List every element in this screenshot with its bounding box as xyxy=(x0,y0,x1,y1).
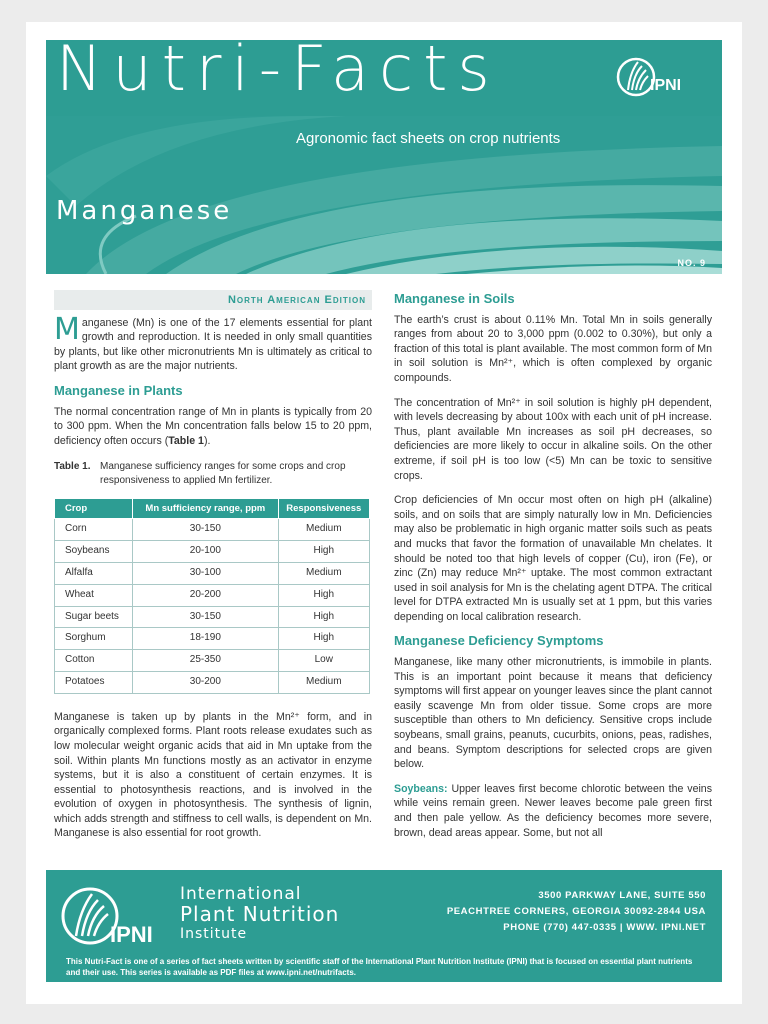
fact-sheet-page xyxy=(26,22,742,1004)
page-title: Nutri-Facts xyxy=(56,32,500,105)
plants-text-b: ). xyxy=(203,434,211,447)
col-header: Mn sufficiency range, ppm xyxy=(133,499,278,519)
table-row xyxy=(55,606,370,628)
soils-heading: Manganese in Soils xyxy=(394,291,515,306)
table-ref: Table 1 xyxy=(168,434,204,447)
institute-name-line1: International xyxy=(180,884,302,904)
table-row xyxy=(55,671,370,693)
address-line: PEACHTREE CORNERS, GEORGIA 30092-2844 USA xyxy=(446,906,706,917)
header-band xyxy=(46,116,722,274)
soils-paragraph-2: The concentration of Mn²⁺ in soil solution is highly pH dependent, with levels decreasing by about 100x with each unit of pH increase. Thus, plant available Mn increases as soil pH decreases, so deficiencies are more likely to occur in alkaline soils. On the other extreme, if soil pH is too low (<5) Mn can be toxic to sensitive crops. xyxy=(394,396,712,482)
range-cell: 30-150 xyxy=(133,519,278,541)
element-name: Manganese xyxy=(56,196,233,226)
responsiveness-cell: High xyxy=(278,541,369,563)
header-subtitle: Agronomic fact sheets on crop nutrients xyxy=(296,130,561,147)
drop-cap: M xyxy=(54,311,80,347)
table-header-row xyxy=(55,499,370,519)
address-block xyxy=(447,888,706,936)
contact-line[interactable]: PHONE (770) 447-0335 | WWW. IPNI.NET xyxy=(503,922,706,933)
institute-name-line3: Institute xyxy=(180,926,248,942)
footer-logo-text: IPNI xyxy=(110,922,153,947)
table-row xyxy=(55,628,370,650)
crop-cell: Soybeans xyxy=(55,541,133,563)
responsiveness-cell: High xyxy=(278,606,369,628)
left-column xyxy=(54,290,372,851)
intro-paragraph xyxy=(54,311,372,374)
range-cell: 18-190 xyxy=(133,628,278,650)
responsiveness-cell: Low xyxy=(278,650,369,672)
soybeans-label: Soybeans: xyxy=(394,782,448,795)
soils-paragraph-1: The earth’s crust is about 0.11% Mn. Total Mn in soils generally ranges from about 20 to 3,000 ppm (0.002 to 0.30%), but only a fraction of this total is plant available. The most common form of Mn in soil solution is Mn²⁺, which is often complexed by organic compounds. xyxy=(394,313,712,384)
crop-cell: Wheat xyxy=(55,584,133,606)
range-cell: 30-200 xyxy=(133,671,278,693)
table-row xyxy=(55,650,370,672)
crop-cell: Cotton xyxy=(55,650,133,672)
responsiveness-cell: High xyxy=(278,584,369,606)
table-label: Table 1. xyxy=(54,461,91,473)
logo-text: IPNI xyxy=(650,77,682,94)
range-cell: 30-150 xyxy=(133,606,278,628)
intro-text: anganese (Mn) is one of the 17 elements essential for plant growth and reproduction. It is needed in only small quantities by plants, but like other micronutrients Mn is ultimately as critical to plant growth as are the major nutrients. xyxy=(54,316,372,373)
soils-paragraph-3: Crop deficiencies of Mn occur most often on high pH (alkaline) soils, and on soils that are simply naturally low in Mn. Deficiencies may also be problematic in high organic matter soils such as peats and mucks that favor the formation of unavailable Mn chelates. It should be noted too that high levels of copper (Cu), iron (Fe), or zinc (Zn) may reduce Mn²⁺ uptake. The most common extractant used in soil analysis for Mn is the chelating agent DTPA. The critical level for DTPA extracted Mn is usually set at 1 ppm, but this varies depending on local calibration research. xyxy=(394,494,712,623)
right-column xyxy=(394,290,712,850)
table-row xyxy=(55,519,370,541)
issue-number: NO. 9 xyxy=(677,258,706,268)
ipni-logo xyxy=(616,52,708,102)
ipni-footer-logo xyxy=(60,880,170,950)
header-top xyxy=(46,32,722,116)
soybeans-paragraph xyxy=(394,782,712,840)
footer xyxy=(46,870,722,982)
table-row xyxy=(55,584,370,606)
plants-text-a: The normal concentration range of Mn in plants is typically from 20 to 300 ppm. When the Mn concentration falls below 15 to 20 ppm, deficiency often occurs ( xyxy=(54,405,372,447)
deficiency-paragraph: Manganese, like many other micronutrients, is immobile in plants. This is an important point because it means that deficiency symptoms will first appear on younger leaves since the plant cannot easily scavenge Mn from older tissue. Some crops are more susceptible than others to Mn deficiency. Sensitive crops include soybeans, small grains, peanuts, cucurbits, onions, peas, radishes, and beans. Symptom descriptions for selected crops are given below. xyxy=(394,656,712,771)
institute-name xyxy=(180,884,339,944)
table-body xyxy=(55,519,370,693)
soybeans-text: Upper leaves first become chlorotic between the veins while veins remain green. Newer leaves become pale green first and then pale yellow. As the deficiency becomes more severe, brown, dead areas appear. Some, but not all xyxy=(394,782,712,839)
responsiveness-cell: Medium xyxy=(278,671,369,693)
footer-note: This Nutri-Fact is one of a series of fact sheets written by scientific staff of the International Plant Nutrition Institute (IPNI) that is focused on essential plant nutrients and their use. This series is available as PDF files at www.ipni.net/nutrifacts. xyxy=(66,957,693,977)
address-line: 3500 PARKWAY LANE, SUITE 550 xyxy=(538,890,706,901)
deficiency-heading: Manganese Deficiency Symptoms xyxy=(394,633,604,649)
col-header: Crop xyxy=(55,499,133,519)
plants-heading: Manganese in Plants xyxy=(54,382,183,398)
crop-cell: Sugar beets xyxy=(55,606,133,628)
plants-paragraph xyxy=(54,405,372,449)
uptake-paragraph: Manganese is taken up by plants in the Mn²⁺ form, and in organically complexed forms. Plant roots release exudates such as low molecular weight organic acids that aid in Mn uptake from the soil. Within plants Mn functions mostly as an activator in enzyme systems, but it is also a constituent of certain enzymes. It is essential to photosynthesis reactions, and is involved in the evolution of oxygen in photosynthesis. The synthesis of lignin, which adds strength and stiffness to cell walls, is dependent on Mn. Manganese is also essential for root growth. xyxy=(54,710,372,840)
crop-cell: Potatoes xyxy=(55,671,133,693)
sufficiency-table xyxy=(54,498,370,693)
edition-label: North American Edition xyxy=(54,290,372,310)
range-cell: 20-200 xyxy=(133,584,278,606)
range-cell: 30-100 xyxy=(133,562,278,584)
col-header: Responsiveness xyxy=(278,499,369,519)
range-cell: 25-350 xyxy=(133,650,278,672)
institute-name-line2: Plant Nutrition xyxy=(180,902,340,926)
responsiveness-cell: Medium xyxy=(278,562,369,584)
crop-cell: Corn xyxy=(55,519,133,541)
range-cell: 20-100 xyxy=(133,541,278,563)
table-caption-text: Manganese sufficiency ranges for some crops and crop responsiveness to applied Mn fertilizer. xyxy=(100,461,346,487)
table-row xyxy=(55,541,370,563)
crop-cell: Sorghum xyxy=(55,628,133,650)
responsiveness-cell: Medium xyxy=(278,519,369,541)
responsiveness-cell: High xyxy=(278,628,369,650)
crop-cell: Alfalfa xyxy=(55,562,133,584)
table-row xyxy=(55,562,370,584)
table-caption xyxy=(54,460,372,488)
